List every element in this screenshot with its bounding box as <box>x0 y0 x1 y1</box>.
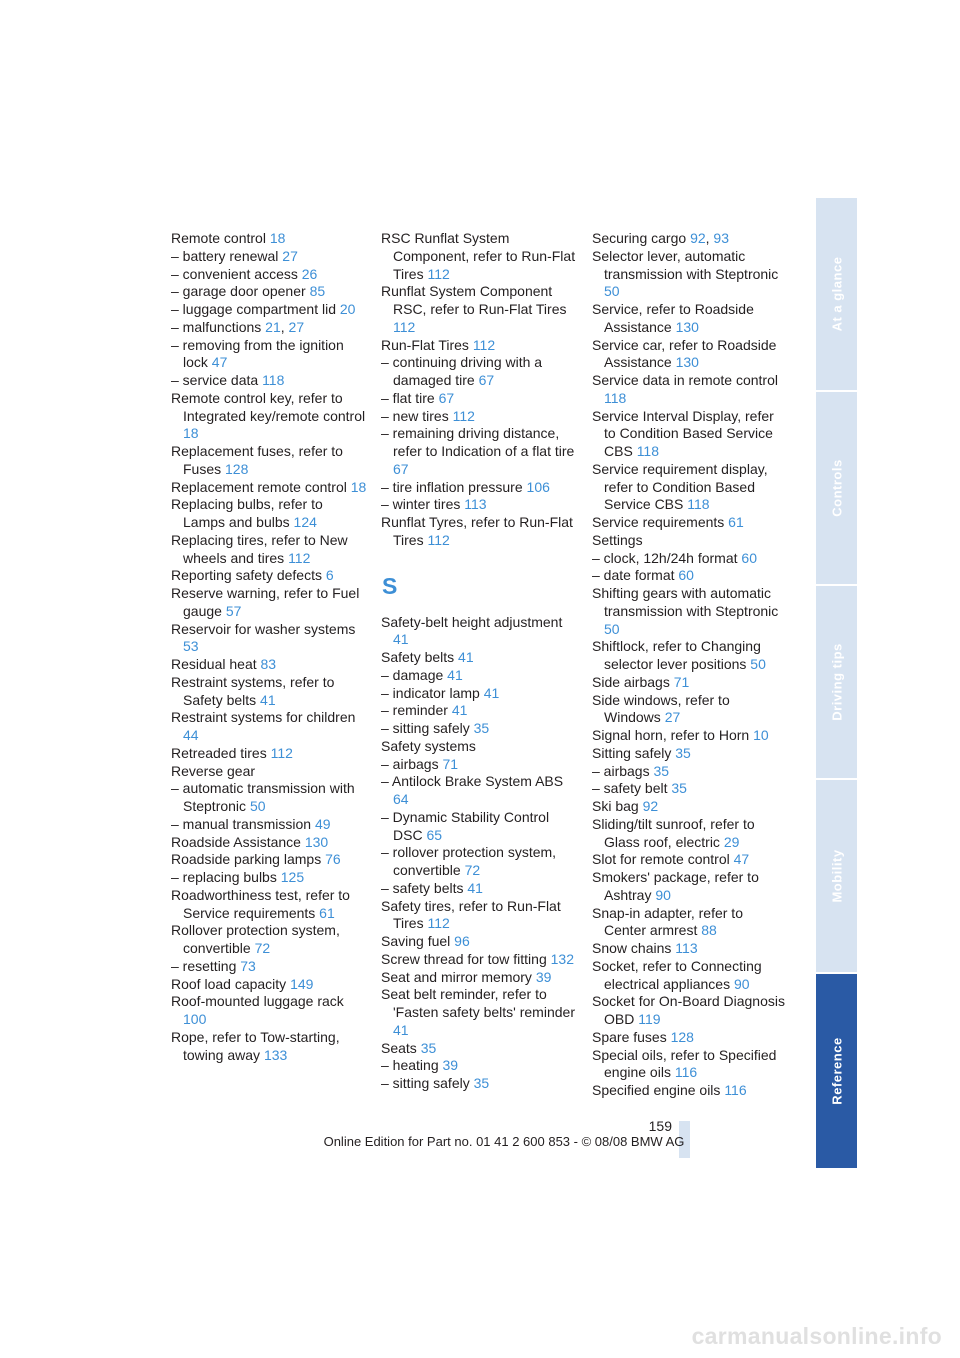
tab-controls[interactable] <box>816 392 857 586</box>
index-entry-text: – manual transmission <box>171 815 315 832</box>
index-entry-text: Reverse gear <box>171 762 256 779</box>
page-reference-link[interactable]: 27 <box>664 709 681 726</box>
index-entry-text: Restraint systems, refer to Safety belts <box>171 673 335 708</box>
index-entry-text: – malfunctions <box>171 318 266 335</box>
index-entry-text: Service data in remote control <box>592 372 778 388</box>
page-reference-link[interactable]: 72 <box>464 862 481 878</box>
index-entry <box>592 567 788 585</box>
index-entry-text: Replacing tires, refer to New wheels and tires <box>171 531 348 566</box>
index-entry <box>381 933 577 951</box>
page-reference-link[interactable]: 49 <box>314 815 331 832</box>
index-entry <box>592 851 788 869</box>
index-entry <box>592 940 788 958</box>
index-entry-text: Seat and mirror memory <box>381 968 536 985</box>
page-reference-link[interactable]: 71 <box>442 755 459 772</box>
page-reference-link[interactable]: 35 <box>420 1039 437 1056</box>
page-reference-link[interactable]: 83 <box>260 656 277 672</box>
index-entry <box>592 905 788 941</box>
index-entry <box>592 993 788 1029</box>
index-entry <box>171 834 367 852</box>
index-entry <box>171 621 367 657</box>
page-reference-link[interactable]: 18 <box>269 230 286 246</box>
index-entry-text: Screw thread for tow fitting <box>381 950 551 967</box>
page-reference-link[interactable]: 35 <box>675 744 691 761</box>
index-entry <box>171 922 367 958</box>
index-entry <box>381 898 577 934</box>
index-entry <box>171 958 367 976</box>
index-entry-text: – rollover protection system, convertible <box>381 844 557 878</box>
page-reference-link[interactable]: 118 <box>636 443 660 459</box>
index-entry-text: – sitting safely <box>381 1075 474 1091</box>
page-reference-link[interactable]: 47 <box>211 354 228 371</box>
index-entry <box>381 702 577 720</box>
index-entry <box>592 638 788 674</box>
index-entry <box>381 649 577 667</box>
footer-label: Online Edition for Part no. 01 41 2 600 853 - © 08/08 BMW AG <box>323 1134 685 1149</box>
page-reference-link[interactable]: 76 <box>325 851 341 868</box>
page-reference-link[interactable]: 118 <box>262 372 285 388</box>
index-entry <box>381 390 577 408</box>
index-entry <box>381 951 577 969</box>
page-reference-link[interactable]: 65 <box>426 826 443 843</box>
index-entry <box>381 1057 577 1075</box>
page-reference-link[interactable]: 21 <box>265 318 281 335</box>
page-reference-link[interactable]: 125 <box>280 869 305 885</box>
index-entry-text: Safety tires, refer to Run-Flat Tires <box>381 897 561 932</box>
page-reference-link[interactable]: 26 <box>301 265 318 282</box>
page-reference-link[interactable]: 71 <box>673 673 690 690</box>
index-entry-text: Roof load capacity <box>171 975 291 992</box>
page-reference-link[interactable]: 35 <box>653 762 670 779</box>
index-entry <box>592 248 788 301</box>
index-entry-text: Shifting gears with automatic transmission with Steptronic <box>592 585 779 619</box>
page-reference-link[interactable]: 116 <box>674 1064 698 1081</box>
index-entry: Securing cargo 92, 93 <box>592 230 729 246</box>
page-reference-link[interactable]: 100 <box>183 1011 207 1027</box>
index-entry-text: Side airbags <box>592 673 674 690</box>
page-reference-link[interactable]: 106 <box>526 478 550 495</box>
index-entry <box>171 337 367 373</box>
index-entry <box>171 709 367 745</box>
index-entry-text: – tire inflation pressure <box>381 478 527 495</box>
page-reference-link[interactable]: 18 <box>350 478 367 495</box>
index-entry <box>381 614 577 650</box>
index-entry <box>592 408 788 461</box>
page-reference-link[interactable]: 90 <box>733 975 750 992</box>
index-entry-text: Reservoir for washer systems <box>171 620 356 637</box>
page-reference-link[interactable]: 88 <box>701 922 717 939</box>
index-entry-text: Service Interval Display, refer to Condition Based Service CBS <box>592 407 774 459</box>
page-reference-link[interactable]: 60 <box>678 567 694 584</box>
page-reference-link[interactable]: 119 <box>638 1011 661 1027</box>
page-reference-link[interactable]: 60 <box>741 549 757 566</box>
index-entry <box>171 1029 367 1065</box>
page-reference-link[interactable]: 112 <box>427 531 450 548</box>
index-entry-text: Socket, refer to Connecting electrical appliances <box>592 957 762 992</box>
index-entry <box>592 550 788 568</box>
page-reference-link[interactable]: 29 <box>723 833 740 850</box>
index-entry <box>381 969 577 987</box>
index-entry <box>592 674 788 692</box>
index-entry <box>381 720 577 738</box>
index-entry-text: RSC Runflat System Component, refer to Run-Flat Tires <box>381 230 576 282</box>
index-entry-text: Seat belt reminder, refer to 'Fasten safety belts' reminder <box>381 986 575 1020</box>
index-entry <box>381 496 577 514</box>
index-entry <box>592 745 788 763</box>
index-entry <box>171 479 367 497</box>
index-entry-text: – luggage compartment lid <box>171 301 340 317</box>
index-entry <box>171 656 367 674</box>
index-entry-text: Replacing bulbs, refer to Lamps and bulbs <box>171 496 323 530</box>
page-reference-link[interactable]: 18 <box>183 425 199 442</box>
tab-driving-tips[interactable] <box>816 586 857 780</box>
index-entry-text: – replacing bulbs <box>171 869 281 885</box>
index-entry <box>171 851 367 869</box>
index-entry-text: Reporting safety defects <box>171 567 326 584</box>
index-entry-text: Residual heat <box>171 656 261 672</box>
index-entry-text: – indicator lamp <box>381 684 484 701</box>
index-entry <box>171 532 367 568</box>
page-reference-link[interactable]: 112 <box>427 915 450 932</box>
index-entry-text: Reserve warning, refer to Fuel gauge <box>171 585 360 619</box>
index-entry <box>381 844 577 880</box>
index-entry-text: Replacement fuses, refer to Fuses <box>171 443 343 477</box>
index-entry <box>171 496 367 532</box>
index-entry-text: – continuing driving with a damaged tire <box>381 354 543 388</box>
index-entry <box>592 798 788 816</box>
index-entry <box>381 738 577 756</box>
index-entry-text: Signal horn, refer to Horn <box>592 727 754 743</box>
page-reference-link[interactable]: 27 <box>288 318 305 335</box>
page-reference-link[interactable]: 50 <box>604 283 620 300</box>
index-entry-text: Specified engine oils <box>592 1082 725 1098</box>
index-entry-text: Slot for remote control <box>592 851 734 868</box>
index-entry-text: Runflat System Component RSC, refer to Run-Flat Tires <box>381 283 567 317</box>
index-entry-text: – automatic transmission with Steptronic <box>171 780 355 814</box>
page-reference-link[interactable]: 112 <box>427 265 450 282</box>
page-reference-link[interactable]: 53 <box>183 638 199 655</box>
page-reference-link[interactable]: 93 <box>713 230 729 246</box>
index-entry <box>171 869 367 887</box>
index-entry <box>171 230 367 248</box>
index-entry <box>171 390 367 443</box>
index-entry <box>171 443 367 479</box>
page-reference-link[interactable]: 67 <box>438 389 455 406</box>
index-entry-text: – Dynamic Stability Control DSC <box>381 808 550 843</box>
index-entry <box>592 869 788 905</box>
index-entry-text: – removing from the ignition lock <box>171 336 344 371</box>
index-entry <box>171 283 367 301</box>
index-entry-text: Smokers' package, refer to Ashtray <box>592 869 759 903</box>
index-entry-text: Service requirement display, refer to Condition Based Service CBS <box>592 460 768 513</box>
index-entry-text: – clock, 12h/24h format <box>592 549 742 566</box>
page-reference-link[interactable]: 10 <box>753 727 769 743</box>
index-entry <box>381 756 577 774</box>
page-reference-link[interactable]: 44 <box>183 727 199 743</box>
page-reference-link[interactable]: 112 <box>452 407 475 424</box>
index-entry-text: Remote control <box>171 230 270 246</box>
index-entry <box>381 425 577 478</box>
page-reference-link[interactable]: 118 <box>687 496 710 513</box>
page-reference-link[interactable]: 113 <box>675 940 698 956</box>
page-reference-link[interactable]: 27 <box>282 247 298 264</box>
index-entry-text: – airbags <box>381 755 443 772</box>
index-entry-text: Service requirements <box>592 514 729 530</box>
watermark: carmanualsonline.info <box>691 1323 942 1349</box>
index-entry <box>381 514 577 550</box>
index-entry-text: Shiftlock, refer to Changing selector lever positions <box>592 638 761 672</box>
index-entry-text: Saving fuel <box>381 933 455 949</box>
index-entry-text: Securing cargo <box>592 230 691 246</box>
index-entry-text: – remaining driving distance, refer to Indication of a flat tire <box>381 425 575 459</box>
page-reference-link[interactable]: 72 <box>254 940 271 956</box>
page-reference-link[interactable]: 50 <box>750 656 766 672</box>
index-entry-text: Run-Flat Tires <box>381 336 473 353</box>
index-entry <box>381 1040 577 1058</box>
page-reference-link[interactable]: 112 <box>393 318 416 335</box>
page-reference-link[interactable]: 61 <box>728 514 744 530</box>
index-entry-text: Ski bag <box>592 798 643 814</box>
index-entry <box>592 514 788 532</box>
index-entry-text: – date format <box>592 567 679 584</box>
page-reference-link[interactable]: 39 <box>442 1057 459 1074</box>
page-reference-link[interactable]: 149 <box>290 975 314 992</box>
index-entry-text: Spare fuses <box>592 1028 671 1045</box>
index-entry-text: Replacement remote control <box>171 478 351 495</box>
index-entry-text: Side windows, refer to Windows <box>592 691 730 726</box>
index-entry <box>592 585 788 638</box>
index-entry-text: – convenient access <box>171 265 302 282</box>
index-entry-text: – garage door opener <box>171 283 310 300</box>
index-entry-text: Safety belts <box>381 649 459 665</box>
index-entry-text: – new tires <box>381 407 453 424</box>
index-entry <box>381 667 577 685</box>
index-entry <box>592 816 788 852</box>
page-reference-link[interactable]: 6 <box>325 567 334 584</box>
index-entry <box>592 372 788 408</box>
index-entry <box>171 763 367 781</box>
index-entry <box>592 692 788 728</box>
section-letter: S <box>382 572 398 599</box>
page-reference-link[interactable]: 50 <box>604 620 620 637</box>
index-entry-text: Roadside parking lamps <box>171 851 326 868</box>
index-entry <box>171 816 367 834</box>
page-reference-link[interactable]: 41 <box>260 691 276 708</box>
index-entry-text: – safety belts <box>381 879 468 896</box>
page-reference-link[interactable]: 96 <box>454 933 470 949</box>
page-reference-link[interactable]: 64 <box>393 791 409 807</box>
tab-label: Mobility <box>829 849 844 903</box>
index-column-1 <box>171 230 367 1064</box>
index-entry-text: – resetting <box>171 957 241 974</box>
index-entry <box>171 567 367 585</box>
page-reference-link[interactable]: 112 <box>472 336 496 353</box>
index-entry <box>592 727 788 745</box>
index-entry-text: Seats <box>381 1039 421 1056</box>
index-entry <box>381 773 577 809</box>
page-reference-link[interactable]: 132 <box>550 950 574 967</box>
page-reference-link[interactable]: 20 <box>339 301 356 317</box>
page-reference-link[interactable]: 41 <box>447 666 463 683</box>
index-entry <box>592 301 788 337</box>
page-reference-link[interactable]: 118 <box>604 389 627 406</box>
page-reference-link[interactable]: 92 <box>642 798 659 814</box>
index-entry-text: Retreaded tires <box>171 744 271 761</box>
index-entry <box>171 976 367 994</box>
page-reference-link[interactable]: 41 <box>451 702 468 719</box>
footer-text <box>0 1134 960 1149</box>
index-entry <box>592 1082 788 1100</box>
page-reference-link[interactable]: 67 <box>478 372 495 388</box>
tab-label: Driving tips <box>829 643 844 721</box>
page-reference-link[interactable]: 57 <box>225 602 242 619</box>
index-entry <box>381 408 577 426</box>
index-entry <box>171 372 367 390</box>
page-reference-link[interactable]: 112 <box>288 549 311 566</box>
index-entry-text: Socket for On-Board Diagnosis OBD <box>592 993 785 1027</box>
index-entry-text: Sliding/tilt sunroof, refer to Glass roof, electric <box>592 815 755 850</box>
page-reference-link[interactable]: 124 <box>293 514 317 530</box>
index-entry-text: – reminder <box>381 702 452 719</box>
page-reference-link[interactable]: 35 <box>473 1075 490 1091</box>
index-entry-text: Snow chains <box>592 940 676 956</box>
index-entry-text: Safety systems <box>381 737 476 754</box>
page-reference-link[interactable]: 116 <box>724 1082 747 1098</box>
index-entry-text: Selector lever, automatic transmission with Steptronic <box>592 247 779 282</box>
page-reference-link[interactable]: 41 <box>483 684 500 701</box>
index-column-2 <box>381 230 577 1093</box>
index-entry <box>381 337 577 355</box>
page-reference-link[interactable]: 35 <box>671 780 687 797</box>
index-entry-text: Roof-mounted luggage rack <box>171 993 344 1010</box>
index-entry-text: – damage <box>381 666 448 683</box>
index-entry-text: – heating <box>381 1057 443 1074</box>
index-entry <box>171 301 367 319</box>
index-entry <box>381 685 577 703</box>
index-entry-text: – winter tires <box>381 496 465 513</box>
index-entry-text: – service data <box>171 372 263 388</box>
index-entry <box>592 337 788 373</box>
index-entry <box>171 993 367 1029</box>
page-reference-link[interactable]: 130 <box>675 354 699 371</box>
index-entry <box>592 461 788 514</box>
index-entry-text: – sitting safely <box>381 720 474 736</box>
index-entry <box>592 780 788 798</box>
page-number: 159 <box>648 1118 672 1134</box>
page-reference-link[interactable]: 41 <box>467 879 483 896</box>
index-column-3 <box>592 230 788 1100</box>
index-entry-text: – Antilock Brake System ABS <box>381 773 564 790</box>
page-reference-link[interactable]: 61 <box>319 904 335 921</box>
index-entry-text: Special oils, refer to Specified engine oils <box>592 1046 777 1081</box>
tab-label: At a glance <box>829 256 844 332</box>
tab-mobility[interactable] <box>816 780 857 974</box>
page-reference-link[interactable]: 113 <box>464 496 487 513</box>
page-reference-link[interactable]: 130 <box>675 318 699 335</box>
page-reference-link[interactable]: 112 <box>270 744 293 761</box>
index-entry-text: Safety-belt height adjustment <box>381 613 563 630</box>
index-entry <box>171 745 367 763</box>
index-entry-text: – safety belt <box>592 780 672 797</box>
tab-at-a-glance[interactable] <box>816 198 857 392</box>
page-reference-link[interactable]: 130 <box>304 833 329 850</box>
index-entry: – malfunctions 21, 27 <box>171 318 305 335</box>
index-entry-text: Rope, refer to Tow-starting, towing away <box>171 1028 340 1063</box>
index-entry-text: Service, refer to Roadside Assistance <box>592 301 754 335</box>
index-entry <box>592 532 788 550</box>
index-entry <box>381 880 577 898</box>
index-entry-text: Roadside Assistance <box>171 833 305 850</box>
tab-label: Controls <box>829 459 844 517</box>
index-entry <box>381 809 577 845</box>
index-entry-text: Remote control key, refer to Integrated key/remote control <box>171 389 366 424</box>
page-reference-link[interactable]: 41 <box>393 631 409 648</box>
index-entry-text: Snap-in adapter, refer to Center armrest <box>592 904 743 939</box>
index-entry-text: Restraint systems for children <box>171 709 356 726</box>
index-entry <box>171 585 367 621</box>
tab-label: Reference <box>829 1037 844 1105</box>
index-entry <box>381 479 577 497</box>
index-entry <box>381 1075 577 1093</box>
page-reference-link[interactable]: 41 <box>393 1021 409 1038</box>
index-entry <box>381 283 577 336</box>
index-entry <box>592 1029 788 1047</box>
index-entry <box>171 248 367 266</box>
page-reference-link[interactable]: 73 <box>240 957 256 974</box>
index-entry <box>171 266 367 284</box>
index-entry <box>592 763 788 781</box>
index-entry-text: Runflat Tyres, refer to Run-Flat Tires <box>381 514 573 548</box>
index-entry-text: Rollover protection system, convertible <box>171 922 340 956</box>
index-entry <box>381 986 577 1039</box>
page-reference-link[interactable]: 128 <box>225 460 249 477</box>
page-reference-link[interactable]: 39 <box>535 968 552 985</box>
index-entry <box>381 354 577 390</box>
page-reference-link[interactable]: 92 <box>690 230 706 246</box>
page-reference-link[interactable]: 85 <box>309 283 326 300</box>
page-reference-link[interactable]: 41 <box>458 649 474 665</box>
index-entry-text: Roadworthiness test, refer to Service requirements <box>171 886 350 921</box>
index-entry-text: – battery renewal <box>171 247 283 264</box>
page-reference-link[interactable]: 35 <box>473 720 490 736</box>
page-reference-link[interactable]: 67 <box>393 460 409 477</box>
index-entry-text: Settings <box>592 531 643 548</box>
index-entry-text: Service car, refer to Roadside Assistance <box>592 336 777 371</box>
index-entry <box>592 1047 788 1083</box>
page-reference-link[interactable]: 128 <box>670 1028 694 1045</box>
page-reference-link[interactable]: 90 <box>655 886 671 903</box>
index-entry <box>171 674 367 710</box>
index-entry <box>171 780 367 816</box>
page-reference-link[interactable]: 133 <box>263 1046 288 1063</box>
index-entry-text: Sitting safely <box>592 744 676 761</box>
page-reference-link[interactable]: 47 <box>733 851 750 868</box>
index-entry <box>381 230 577 283</box>
page-reference-link[interactable]: 50 <box>249 798 266 814</box>
chapter-tabs <box>816 198 857 1160</box>
index-entry <box>171 887 367 923</box>
index-entry-text: – flat tire <box>381 389 439 406</box>
index-entry-text: – airbags <box>592 762 654 779</box>
index-entry <box>592 958 788 994</box>
